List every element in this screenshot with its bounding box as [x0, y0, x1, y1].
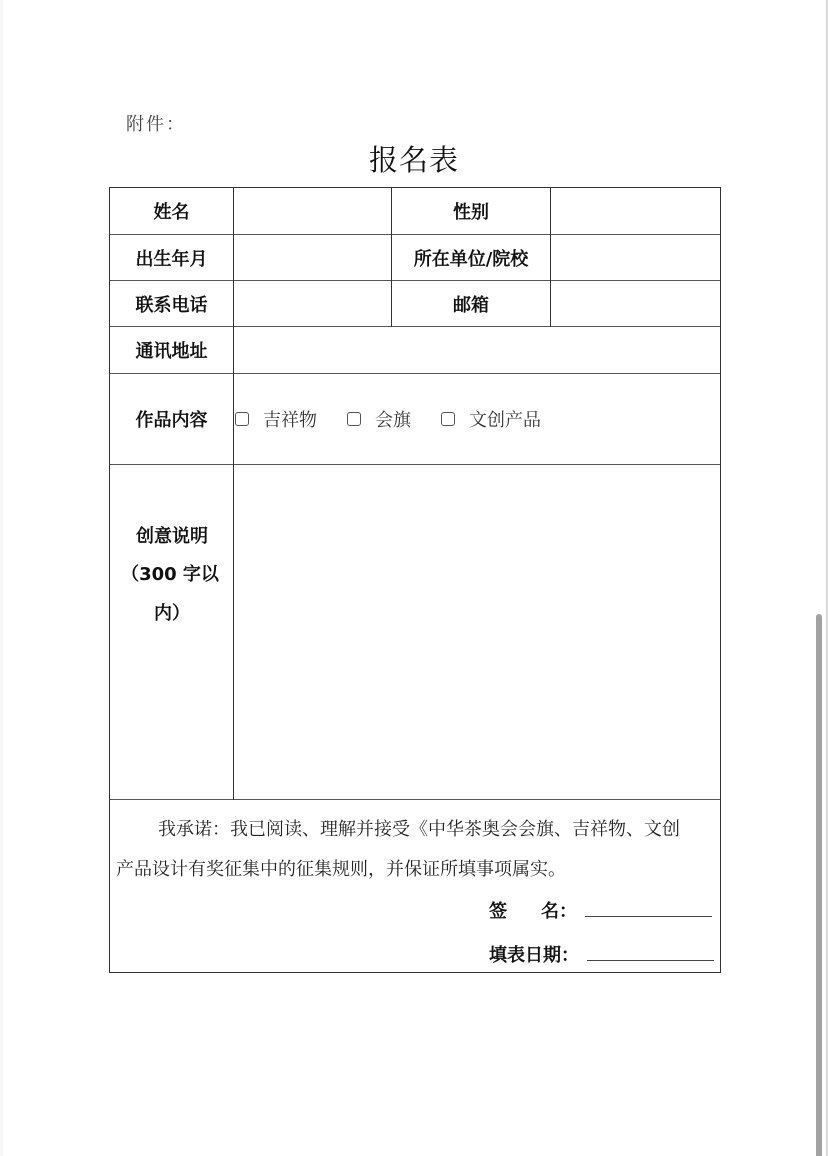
option-label: 会旗: [375, 410, 411, 431]
option-flag[interactable]: [347, 406, 411, 432]
checkbox-icon[interactable]: [441, 412, 455, 426]
promise-statement: [116, 810, 716, 890]
organization-field[interactable]: [551, 235, 720, 280]
checkbox-icon[interactable]: [347, 412, 361, 426]
phone-field[interactable]: [234, 281, 391, 326]
birth-field[interactable]: [234, 235, 391, 280]
idea-label-line: 内）: [154, 603, 190, 624]
idea-textarea[interactable]: [234, 465, 720, 799]
checkbox-icon[interactable]: [235, 412, 249, 426]
email-field[interactable]: [551, 281, 720, 326]
signature-label-b: 名：: [541, 901, 577, 922]
organization-label: 所在单位/院校: [413, 248, 529, 270]
registration-form: [109, 187, 721, 973]
name-field[interactable]: [234, 188, 391, 234]
idea-label-line: （300 字以: [121, 564, 219, 585]
phone-label: 联系电话: [135, 294, 208, 316]
date-row: [489, 941, 714, 967]
date-label: 填表日期：: [489, 945, 579, 966]
option-cultural-products[interactable]: [441, 406, 541, 432]
date-input-line[interactable]: [587, 960, 714, 961]
option-mascot[interactable]: [235, 406, 317, 432]
address-label: 通讯地址: [135, 341, 208, 362]
idea-label: [110, 465, 234, 800]
idea-label-line: 创意说明: [136, 526, 208, 547]
option-label: 吉祥物: [263, 410, 317, 431]
work-content-options: [235, 374, 571, 464]
name-label: 姓名: [153, 202, 190, 223]
scrollbar-thumb[interactable]: [816, 614, 822, 1156]
signature-row: [489, 897, 712, 923]
email-label: 邮箱: [453, 294, 489, 316]
option-label: 文创产品: [469, 410, 541, 431]
promise-line-1: 我承诺：我已阅读、理解并接受《中华茶奥会会旗、吉祥物、文创: [158, 819, 680, 840]
attachment-label: 附件：: [126, 114, 186, 135]
signature-label-a: 签: [489, 901, 507, 922]
work-content-label: 作品内容: [135, 410, 208, 431]
promise-line-2: 产品设计有奖征集中的征集规则，并保证所填事项属实。: [116, 859, 566, 880]
signature-input-line[interactable]: [585, 916, 712, 917]
gender-field[interactable]: [551, 188, 720, 234]
birth-label: 出生年月: [135, 248, 208, 270]
address-field[interactable]: [234, 327, 720, 373]
gender-label: 性别: [453, 202, 489, 223]
page-title: 报名表: [368, 143, 459, 177]
